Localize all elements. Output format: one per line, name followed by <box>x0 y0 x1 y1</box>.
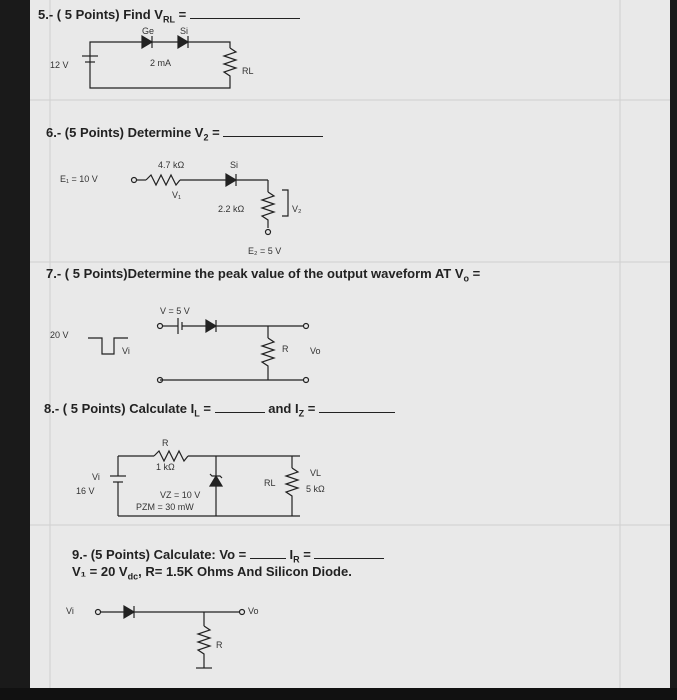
q8-5k-label: 5 kΩ <box>306 484 325 494</box>
q5-12v-label: 12 V <box>50 60 69 70</box>
q9-given-vi: V₁ = 20 V <box>72 564 128 579</box>
q8-16v-label: 16 V <box>76 486 95 496</box>
q6-r2-label: 2.2 kΩ <box>218 204 245 214</box>
q5-si-label: Si <box>180 26 189 36</box>
q6-title-eq: = <box>208 125 220 140</box>
q5-title-eq: = <box>174 7 187 22</box>
q5-ge-label: Ge <box>142 26 155 36</box>
q8-title-sub: L <box>194 408 200 419</box>
q6-v1-label: V₁ <box>172 190 182 200</box>
q7-vi-label: Vi <box>122 346 130 356</box>
q6-title-text: 6.- (5 Points) Determine V <box>46 125 204 140</box>
q9-given-rest: , R= 1.5K Ohms And Silicon Diode. <box>138 564 352 579</box>
q9-ir-sub: R <box>293 554 300 565</box>
q7-vo-label: Vo <box>310 346 321 356</box>
q7-title-eq: = <box>469 266 481 281</box>
q6-e1-label: E₁ = 10 V <box>60 174 98 184</box>
q9-ir-eq: = <box>299 547 311 562</box>
q8-title-eq: = <box>199 401 211 416</box>
q7-20v-label: 20 V <box>50 330 69 340</box>
q9-vi-label: Vi <box>66 606 74 616</box>
q9-r-label: R <box>216 640 223 650</box>
q9-vo-label: Vo <box>248 606 259 616</box>
q9-title-text: 9.- (5 Points) Calculate: Vo = <box>72 547 247 562</box>
q5-title-text: 5.- ( 5 Points) Find V <box>38 7 163 22</box>
q5-2ma-label: 2 mA <box>150 58 172 68</box>
q8-and-sub: Z <box>298 408 305 419</box>
q6-si-label: Si <box>230 160 239 170</box>
q9-ir-text: I <box>289 547 294 562</box>
q7-v5-label: V = 5 V <box>160 306 190 316</box>
q7-title-sub: o <box>463 273 470 284</box>
q8-title-text: 8.- ( 5 Points) Calculate I <box>44 401 195 416</box>
q9-given-sub: dc <box>127 571 139 582</box>
q8-r-label: R <box>162 438 169 448</box>
q7-r-label: R <box>282 344 289 354</box>
q8-vz-label: VZ = 10 V <box>160 490 201 500</box>
q5-rl-label: RL <box>242 66 254 76</box>
q6-e2-label: E₂ = 5 V <box>248 246 282 256</box>
q6-v2-label: V₂ <box>292 204 302 214</box>
q8-vi-label: Vi <box>92 472 100 482</box>
q9-circuit <box>30 0 670 700</box>
q8-vl-label: VL <box>310 468 322 478</box>
worksheet-page <box>30 0 670 700</box>
photo-bottom-edge <box>0 688 677 700</box>
q6-title-sub: 2 <box>203 132 209 143</box>
q8-rl-label: RL <box>264 478 276 488</box>
q6-r1-label: 4.7 kΩ <box>158 160 185 170</box>
q5-title-sub: RL <box>162 14 175 25</box>
q7-title-text: 7.- ( 5 Points)Determine the peak value of the output waveform AT V <box>46 266 464 281</box>
q8-and-text: and I <box>268 401 299 416</box>
q8-1k-label: 1 kΩ <box>156 462 175 472</box>
q8-and-eq: = <box>304 401 316 416</box>
q8-pzm-label: PZM = 30 mW <box>136 502 194 512</box>
